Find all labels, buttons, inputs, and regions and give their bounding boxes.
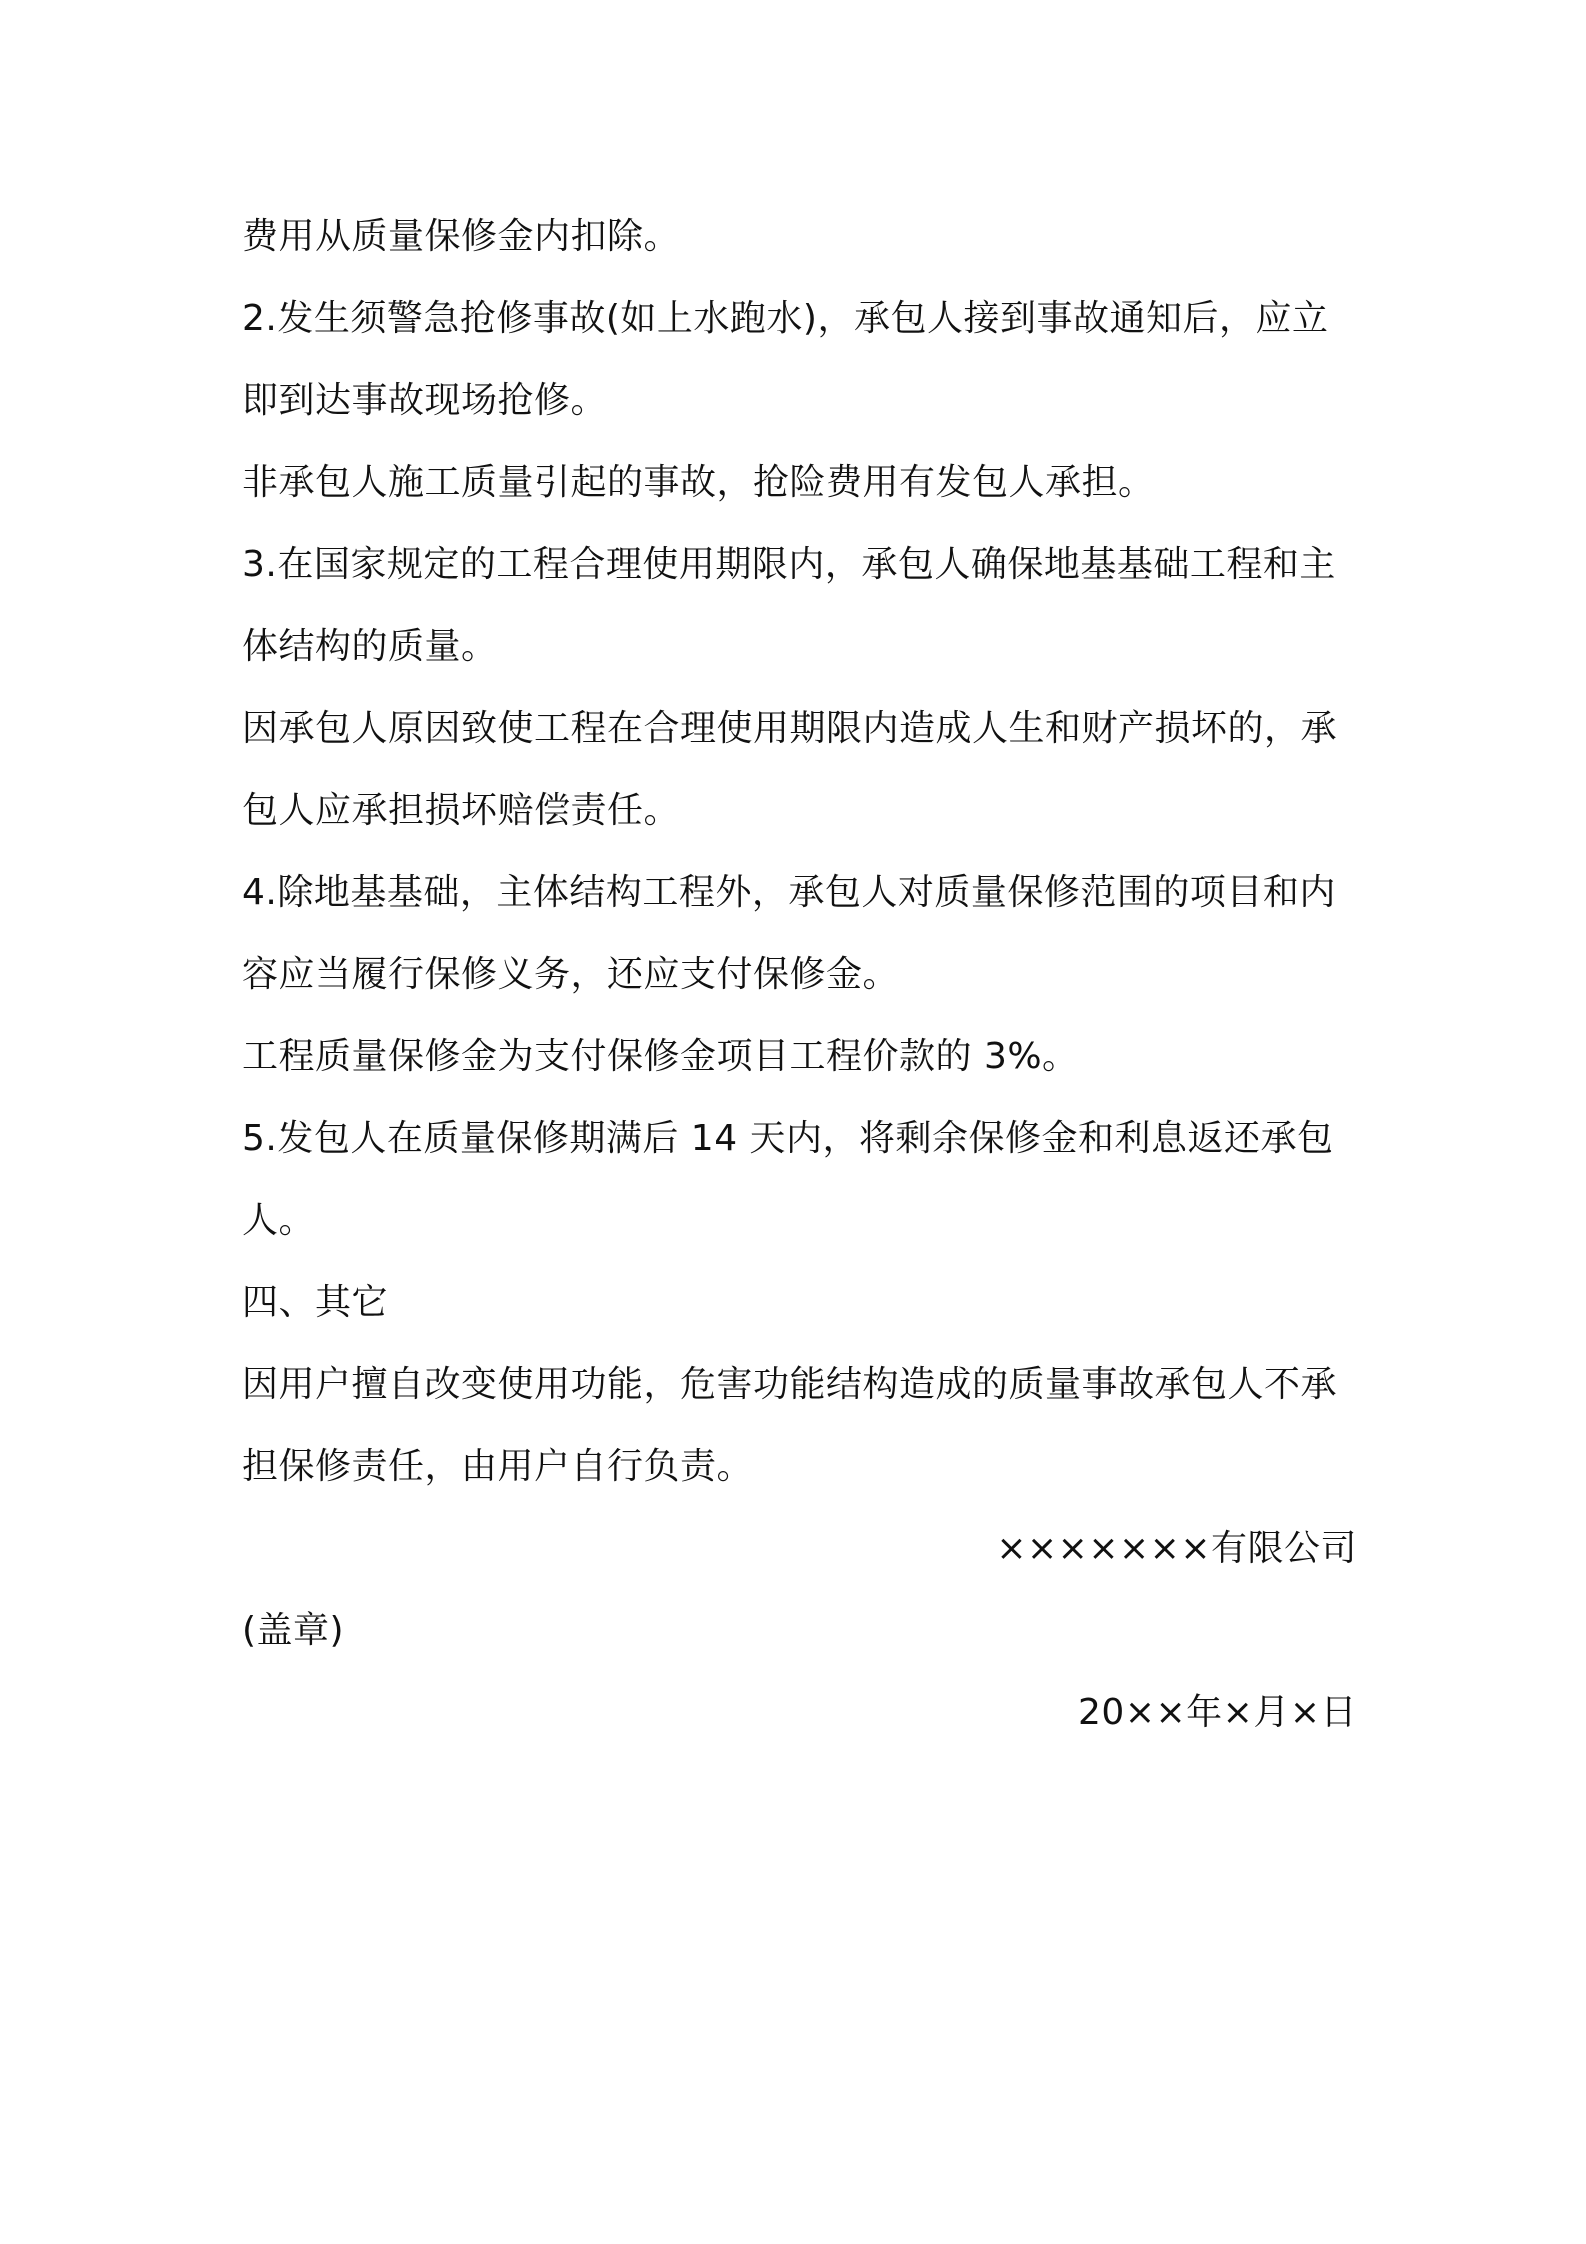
paragraph-line: 即到达事故现场抢修。 [242,380,608,421]
paragraph-line: 体结构的质量。 [242,626,498,667]
signature-date: 20××年×月×日 [1078,1692,1357,1733]
paragraph-line: 非承包人施工质量引起的事故，抢险费用有发包人承担。 [242,462,1155,503]
paragraph-line: 费用从质量保修金内扣除。 [242,216,681,257]
signature-company: ×××××××有限公司 [996,1528,1357,1569]
paragraph-line: 2.发生须警急抢修事故(如上水跑水)，承包人接到事故通知后，应立 [242,298,1329,339]
paragraph-line: 3.在国家规定的工程合理使用期限内，承包人确保地基基础工程和主 [242,544,1336,585]
section-heading: 四、其它 [242,1282,389,1323]
paragraph-line: 工程质量保修金为支付保修金项目工程价款的 3%。 [242,1036,1079,1077]
document-body [242,196,1357,1754]
paragraph-line: 因用户擅自改变使用功能，危害功能结构造成的质量事故承包人不承 [242,1364,1338,1405]
signature-seal: (盖章) [242,1610,345,1651]
paragraph-line: 担保修责任，由用户自行负责。 [242,1446,754,1487]
paragraph-line: 5.发包人在质量保修期满后 14 天内，将剩余保修金和利息返还承包 [242,1118,1334,1159]
paragraph-line: 因承包人原因致使工程在合理使用期限内造成人生和财产损坏的，承 [242,708,1338,749]
paragraph-line: 容应当履行保修义务，还应支付保修金。 [242,954,900,995]
paragraph-line: 4.除地基基础，主体结构工程外，承包人对质量保修范围的项目和内 [242,872,1336,913]
paragraph-line: 包人应承担损坏赔偿责任。 [242,790,681,831]
paragraph-line: 人。 [242,1200,316,1241]
